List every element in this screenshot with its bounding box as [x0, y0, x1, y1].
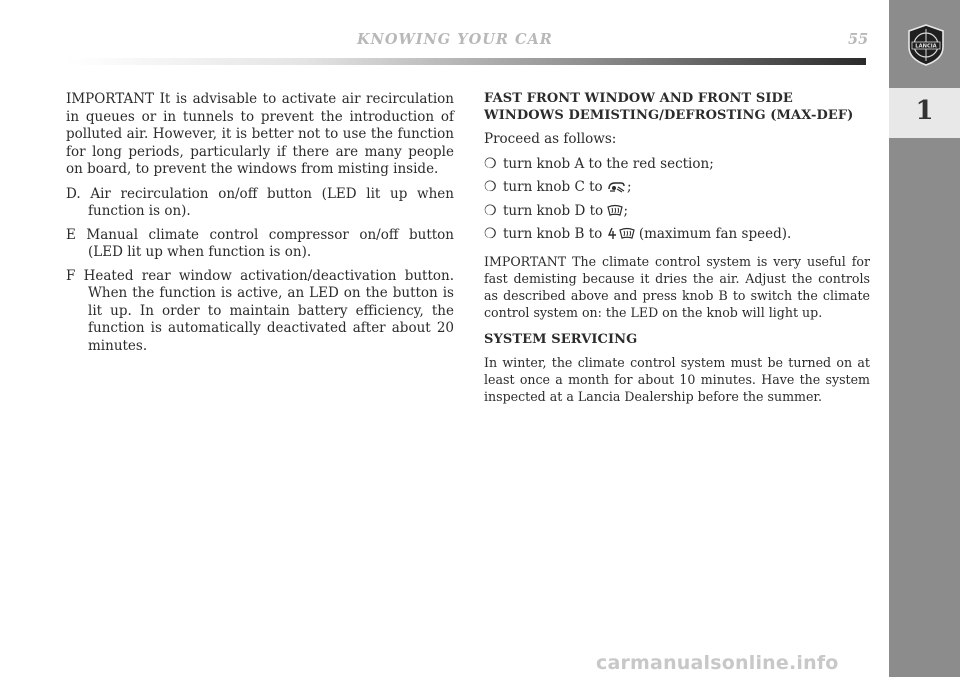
bullet-circle-icon: ❍ — [484, 202, 497, 219]
definition-item-e: E Manual climate control compressor on/off button (LED lit up when function is on). — [66, 226, 454, 260]
procedure-step: ❍ turn knob C to ; — [484, 179, 632, 195]
procedure-step: ❍ turn knob B to (maximum fan speed). — [484, 226, 792, 242]
windscreen-defrost-icon — [607, 204, 623, 217]
page-number: 55 — [848, 31, 869, 48]
bullet-circle-icon: ❍ — [484, 155, 497, 172]
section-heading-max-def: FAST FRONT WINDOW AND FRONT SIDE WINDOWS DEMISTING/DEFROSTING (MAX-DEF) — [484, 91, 854, 123]
lancia-logo-icon — [906, 23, 946, 67]
page-header-title: KNOWING YOUR CAR — [357, 31, 553, 48]
chapter-side-tab — [889, 0, 960, 677]
watermark: carmanualsonline.info — [596, 652, 839, 674]
definition-item-d: D. Air recirculation on/off button (LED lit up when function is on). — [66, 185, 454, 219]
servicing-text: In winter, the climate control system must be turned on at least once a month for about 10 minutes. Have the system inspected at a Lancia Dealership before the summer. — [484, 355, 870, 404]
section-heading-servicing: SYSTEM SERVICING — [484, 331, 638, 347]
bullet-circle-icon: ❍ — [484, 226, 497, 242]
max-def-icon — [607, 227, 635, 240]
procedure-intro: Proceed as follows: — [484, 131, 617, 147]
chapter-number: 1 — [915, 96, 934, 126]
right-column — [484, 91, 870, 412]
procedure-step: ❍ turn knob A to the red section; — [484, 155, 714, 172]
important-note-recirculation: IMPORTANT It is advisable to activate air recirculation in queues or in tunnels to prevent the introduction of polluted air. However, it is better not to use the function for long periods, particularly if there are many people on board, to prevent the windows from misting inside. — [66, 91, 454, 177]
left-column — [66, 91, 454, 361]
important-note-demisting: IMPORTANT The climate control system is very useful for fast demisting because it dries the air. Adjust the controls as described above and press knob B to switch the climate control system on: the LED on the knob will light up. — [484, 253, 870, 320]
logo-text: LANCIA — [915, 43, 937, 50]
header-rule — [66, 58, 866, 65]
procedure-step: ❍ turn knob D to ; — [484, 202, 629, 219]
procedure-steps — [484, 156, 870, 244]
bullet-circle-icon: ❍ — [484, 179, 497, 195]
definition-item-f: F Heated rear window activation/deactivation button. When the function is active, an LED on the button is lit up. In order to maintain battery efficiency, the function is automatically deactivated after about 20 minutes. — [66, 267, 454, 354]
air-distribution-icon — [607, 180, 627, 193]
